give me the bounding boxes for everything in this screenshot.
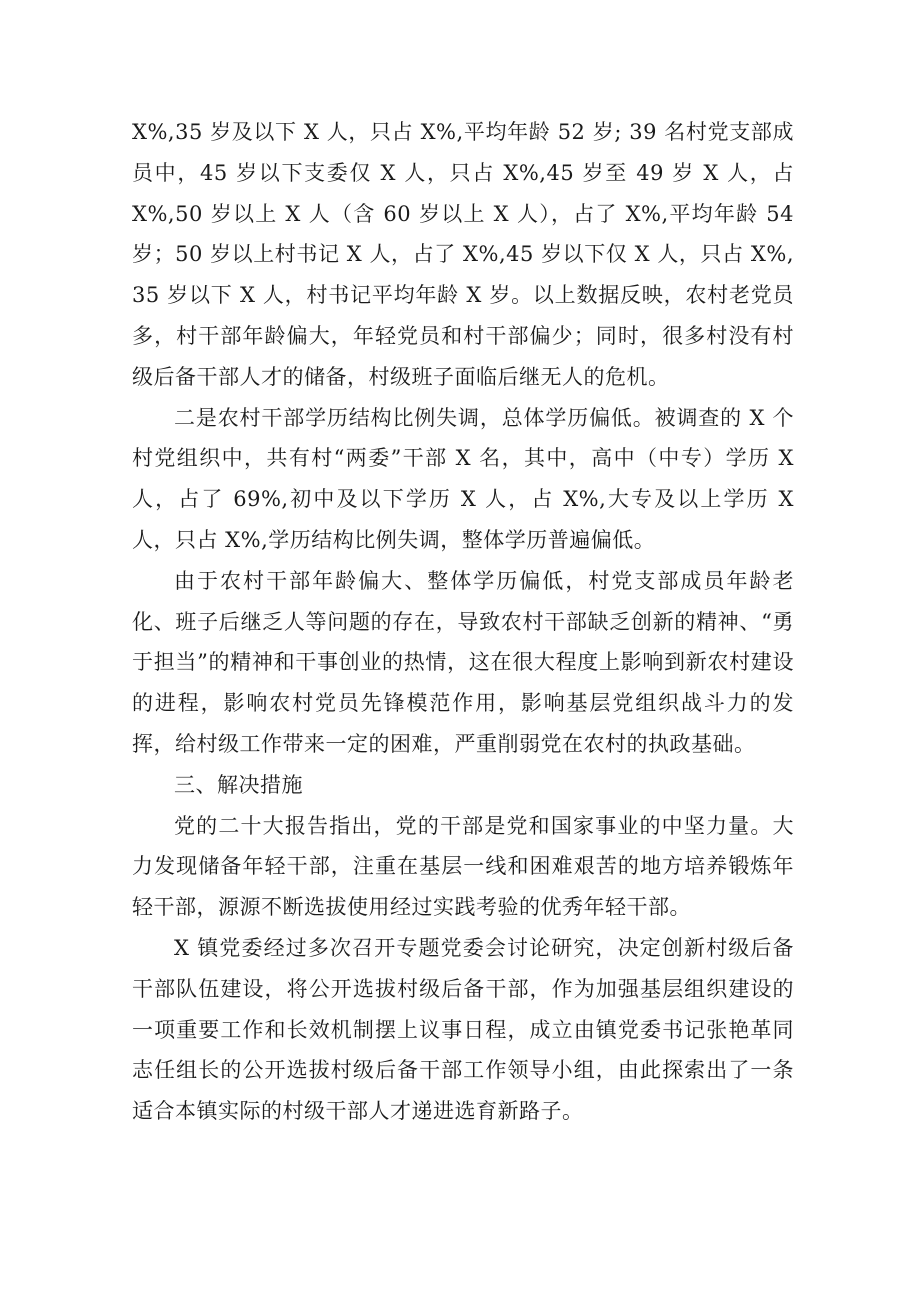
document-body (132, 112, 794, 1132)
paragraph-town-measures: X 镇党委经过多次召开专题党委会讨论研究，决定创新村级后备干部队伍建设，将公开选拔村级后备干部，作为加强基层组织建设的一项重要工作和长效机制摆上议事日程，成立由镇党委书记张艳革同志任组长的公开选拔村级后备干部工作领导小组，由此探索出了一条适合本镇实际的村级干部人才递进选育新路子。 (132, 935, 794, 1124)
paragraph-education-structure: 二是农村干部学历结构比例失调，总体学历偏低。被调查的 X 个村党组织中，共有村“两委”干部 X 名，其中，高中（中专）学历 X 人，占了 69%,初中及以下学历 X 人，占 X%,大专及以上学历 X 人，只占 X%,学历结构比例失调，整体学历普遍偏低。 (132, 405, 794, 552)
paragraph-problem-impact: 由于农村干部年龄偏大、整体学历偏低，村党支部成员年龄老化、班子后继乏人等问题的存在，导致农村干部缺乏创新的精神、“勇于担当”的精神和干事创业的热情，这在很大程度上影响到新农村建设的进程，影响农村党员先锋模范作用，影响基层党组织战斗力的发挥，给村级工作带来一定的困难，严重削弱党在农村的执政基础。 (132, 568, 794, 756)
paragraph-age-statistics: X%,35 岁及以下 X 人，只占 X%,平均年龄 52 岁; 39 名村党支部成员中，45 岁以下支委仅 X 人，只占 X%,45 岁至 49 岁 X 人，占 X%,50 岁以上 X 人（含 60 岁以上 X 人），占了 X%,平均年龄 54 岁；50 岁以上村书记 X 人，占了 X%,45 岁以下仅 X 人，只占 X%,35 岁以下 X 人，村书记平均年龄 X 岁。以上数据反映，农村老党员多，村干部年龄偏大，年轻党员和村干部偏少；同时，很多村没有村级后备干部人才的储备，村级班子面临后继无人的危机。 (132, 120, 794, 389)
paragraph-party-report: 党的二十大报告指出，党的干部是党和国家事业的中坚力量。大力发现储备年轻干部，注重在基层一线和困难艰苦的地方培养锻炼年轻干部，源源不断选拔使用经过实践考验的优秀年轻干部。 (132, 813, 794, 920)
section-heading: 三、解决措施 (174, 772, 303, 797)
